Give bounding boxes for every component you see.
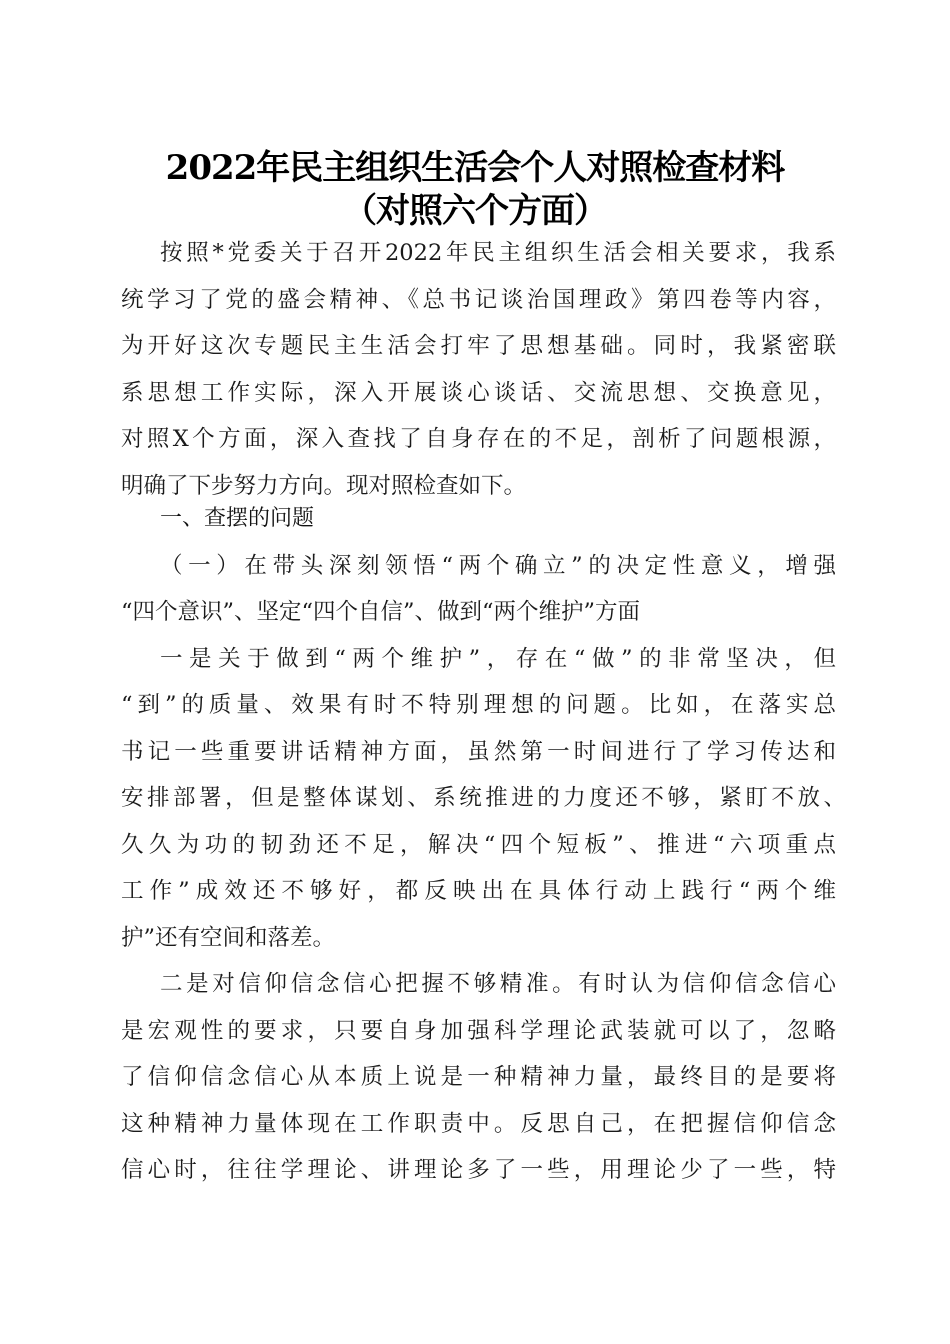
intro-line-2: 统学习了党的盛会精神、《总书记谈治国理政》第四卷等内容，	[121, 287, 836, 313]
point2-line-4: 这种精神力量体现在工作职责中。反思自己，在把握信仰信念	[121, 1111, 836, 1137]
section-heading: 一、查摆的问题	[160, 506, 315, 531]
point2-line-1: 二是对信仰信念信心把握不够精准。有时认为信仰信念信心	[160, 971, 836, 997]
point2-line-5: 信心时，往往学理论、讲理论多了一些，用理论少了一些，特	[121, 1157, 836, 1183]
intro-line-6: 明确了下步努力方向。现对照检查如下。	[121, 473, 527, 499]
point1-line-5: 久久为功的韧劲还不足，解决“四个短板”、推进“六项重点	[121, 832, 836, 858]
subsection-line-2: “四个意识”、坚定“四个自信”、做到“两个维护”方面	[121, 599, 641, 625]
point1-line-7: 护”还有空间和落差。	[121, 925, 336, 951]
point1-line-1: 一是关于做到“两个维护”，存在“做”的非常坚决，但	[160, 646, 836, 672]
point2-line-3: 了信仰信念信心从本质上说是一种精神力量，最终目的是要将	[121, 1064, 836, 1090]
point1-line-6: 工作”成效还不够好，都反映出在具体行动上践行“两个维	[121, 878, 836, 904]
point1-line-4: 安排部署，但是整体谋划、系统推进的力度还不够，紧盯不放、	[121, 785, 846, 811]
intro-line-5: 对照X个方面，深入查找了自身存在的不足，剖析了问题根源，	[121, 426, 836, 452]
point1-line-3: 书记一些重要讲话精神方面，虽然第一时间进行了学习传达和	[121, 739, 836, 765]
intro-line-3: 为开好这次专题民主生活会打牢了思想基础。同时，我紧密联	[121, 333, 836, 359]
point2-line-2: 是宏观性的要求，只要自身加强科学理论武装就可以了，忽略	[121, 1018, 836, 1044]
document-subtitle: （对照六个方面）	[343, 191, 607, 231]
intro-line-1: 按照*党委关于召开2022年民主组织生活会相关要求，我系	[160, 240, 836, 266]
intro-line-4: 系思想工作实际，深入开展谈心谈话、交流思想、交换意见，	[121, 380, 836, 406]
document-title: 2022年民主组织生活会个人对照检查材料	[165, 148, 785, 188]
subsection-line-1: （一）在带头深刻领悟“两个确立”的决定性意义，增强	[160, 553, 836, 579]
point1-line-2: “到”的质量、效果有时不特别理想的问题。比如，在落实总	[121, 692, 836, 718]
